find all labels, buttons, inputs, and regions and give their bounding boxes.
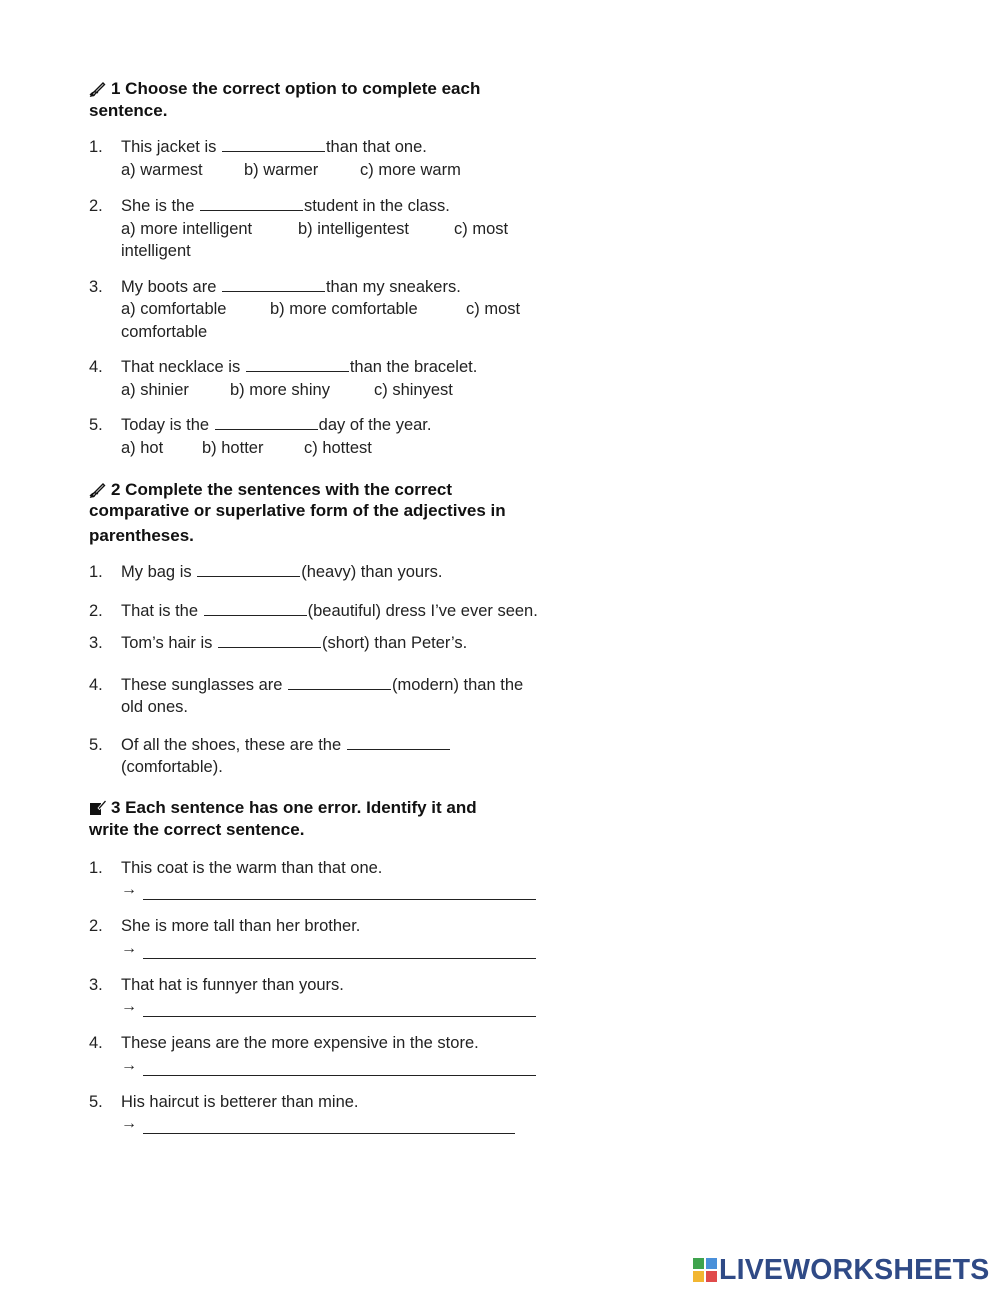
answer-row — [121, 1055, 549, 1076]
answer-blank[interactable] — [222, 276, 325, 292]
answer-line[interactable] — [143, 1055, 536, 1076]
answer-line[interactable] — [143, 996, 536, 1017]
arrow-icon: → — [121, 1115, 137, 1132]
arrow-icon: → — [121, 1056, 137, 1074]
option-a[interactable]: a) comfortable — [121, 300, 227, 318]
section-1-heading: 1 Choose the correct option to complete each sentence. — [89, 79, 481, 120]
answer-blank[interactable] — [204, 600, 307, 616]
liveworksheets-logo — [693, 1256, 989, 1284]
answer-blank[interactable] — [246, 356, 349, 372]
answer-line[interactable] — [143, 1113, 515, 1134]
section-2 — [89, 479, 549, 779]
option-b[interactable]: b) intelligentest — [298, 219, 409, 238]
option-b[interactable]: b) more comfortable — [270, 300, 418, 318]
option-a[interactable]: a) hot — [121, 438, 164, 457]
section-1 — [89, 78, 549, 459]
answer-blank[interactable] — [347, 734, 450, 750]
worksheet — [89, 78, 549, 1134]
s3-item: 4. These jeans are the more expensive in the store. → — [89, 1032, 549, 1076]
option-a[interactable]: a) more intelligent — [121, 219, 253, 238]
writing-hand-icon — [89, 480, 107, 498]
option-a[interactable]: a) shinier — [121, 380, 189, 399]
option-c[interactable]: c) most intelligent — [121, 219, 509, 260]
s1-item: 3. My boots are than my sneakers. a) comfortable b) more comfortable c) most comfortable — [89, 277, 521, 341]
answer-line[interactable] — [143, 938, 536, 959]
answer-blank[interactable] — [197, 561, 300, 577]
s3-item: 2. She is more tall than her brother. → — [89, 915, 549, 959]
s1-item: 4. That necklace is than the bracelet. a) shinier b) more shiny c) shinyest — [89, 356, 549, 401]
answer-blank[interactable] — [215, 414, 318, 430]
s2-item: 4. These sunglasses are (modern) than the old ones. — [89, 675, 524, 716]
liveworksheets-mark-icon — [693, 1258, 717, 1282]
answer-row — [121, 996, 549, 1017]
option-c[interactable]: c) hottest — [304, 438, 372, 457]
option-c[interactable]: c) more warm — [360, 160, 461, 179]
s3-item: 3. That hat is funnyer than yours. → — [89, 974, 549, 1018]
section-3-heading: 3 Each sentence has one error. Identify it and write the correct sentence. — [89, 797, 477, 839]
memo-pencil-icon — [89, 798, 107, 816]
option-c[interactable]: c) shinyest — [374, 380, 453, 399]
s1-item: 1. This jacket is than that one. a) warmest b) warmer c) more warm — [89, 136, 549, 181]
arrow-icon: → — [121, 939, 137, 957]
s2-item: 3. Tom’s hair is (short) than Peter’s. — [89, 634, 468, 652]
section-2-heading: 2 Complete the sentences with the correct comparative or superlative form of the adjectives in parentheses. — [89, 480, 506, 545]
brand-name: LIVEWORKSHEETS — [719, 1254, 990, 1286]
s2-item: 2. That is the (beautiful) dress I’ve ever seen. — [89, 601, 538, 620]
option-c[interactable]: c) most comfortable — [121, 300, 521, 341]
answer-line[interactable] — [143, 879, 536, 900]
answer-row — [121, 1113, 549, 1134]
s2-item: 1. My bag is (heavy) than yours. — [89, 563, 443, 581]
option-b[interactable]: b) more shiny — [230, 380, 330, 399]
s1-item: 2. She is the student in the class. a) more intelligent b) intelligentest c) most intelligent — [89, 197, 509, 260]
answer-row — [121, 938, 549, 959]
writing-hand-icon — [89, 79, 107, 97]
s3-item: 5. His haircut is betterer than mine. → — [89, 1091, 549, 1135]
answer-blank[interactable] — [222, 136, 325, 152]
answer-blank[interactable] — [218, 632, 321, 648]
option-a[interactable]: a) warmest — [121, 160, 203, 179]
s3-item: 1. This coat is the warm than that one. → — [89, 857, 549, 901]
arrow-icon: → — [121, 881, 137, 898]
answer-blank[interactable] — [288, 674, 391, 690]
s1-item: 5. Today is the day of the year. a) hot b) hotter c) hottest — [89, 414, 549, 459]
option-b[interactable]: b) warmer — [244, 160, 319, 179]
arrow-icon: → — [121, 998, 137, 1015]
answer-blank[interactable] — [200, 195, 303, 211]
s2-item: 5. Of all the shoes, these are the (comfortable). — [89, 734, 521, 779]
answer-row — [121, 879, 549, 900]
section-3 — [89, 797, 549, 1135]
option-b[interactable]: b) hotter — [202, 438, 264, 457]
